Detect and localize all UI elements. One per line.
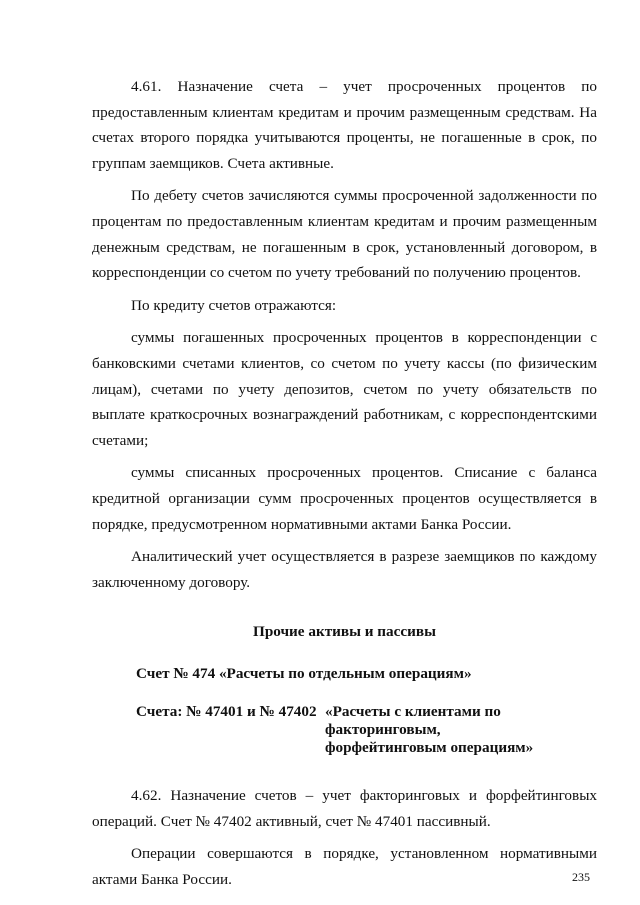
account-title: Счет № 474 «Расчеты по отдельным операциям» <box>136 665 472 683</box>
paragraph-operations: Операции совершаются в порядке, установленном нормативными актами Банка России. <box>92 845 597 889</box>
document-page <box>92 74 597 893</box>
section-heading: Прочие активы и пассивы <box>253 623 436 641</box>
paragraph-credit-item-1: суммы погашенных просроченных процентов в корреспонденции с банковскими счетами клиентов, со счетом по учету кассы (по физическим лицам), счетами по учету депозитов, счетом по учету обязательств по выплате краткосрочных вознаграждений работникам, с корреспондентскими счетами; <box>92 329 597 449</box>
paragraph-credit-intro: По кредиту счетов отражаются: <box>131 296 337 314</box>
accounts-row <box>136 703 597 757</box>
paragraph-4-62: 4.62. Назначение счетов – учет факторинговых и форфейтинговых операций. Счет № 47402 активный, счет № 47401 пассивный. <box>92 787 597 830</box>
accounts-label: Счета: № 47401 и № 47402 <box>136 703 317 721</box>
paragraph-credit-item-2: суммы списанных просроченных процентов. Списание с баланса кредитной организации сумм просроченных процентов осуществляется в порядке, предусмотренном нормативными актами Банка России. <box>92 464 597 533</box>
paragraph-4-61: 4.61. Назначение счета – учет просроченных процентов по предоставленным клиентам кредитам и прочим размещенным средствам. На счетах второго порядка учитываются проценты, не погашенные в срок, по группам заемщиков. Счета активные. <box>92 78 597 172</box>
page-number: 235 <box>572 870 590 884</box>
accounts-description: «Расчеты с клиентами по факторинговым, форфейтинговым операциям» <box>325 703 534 757</box>
paragraph-analytics: Аналитический учет осуществляется в разрезе заемщиков по каждому заключенному договору. <box>92 548 597 591</box>
paragraph-debit: По дебету счетов зачисляются суммы просроченной задолженности по процентам по предоставленным клиентам кредитам и прочим размещенным денежным средствам, не погашенным в срок, установленный договором, в корреспонденции со счетом по учету требований по получению процентов. <box>92 187 597 282</box>
